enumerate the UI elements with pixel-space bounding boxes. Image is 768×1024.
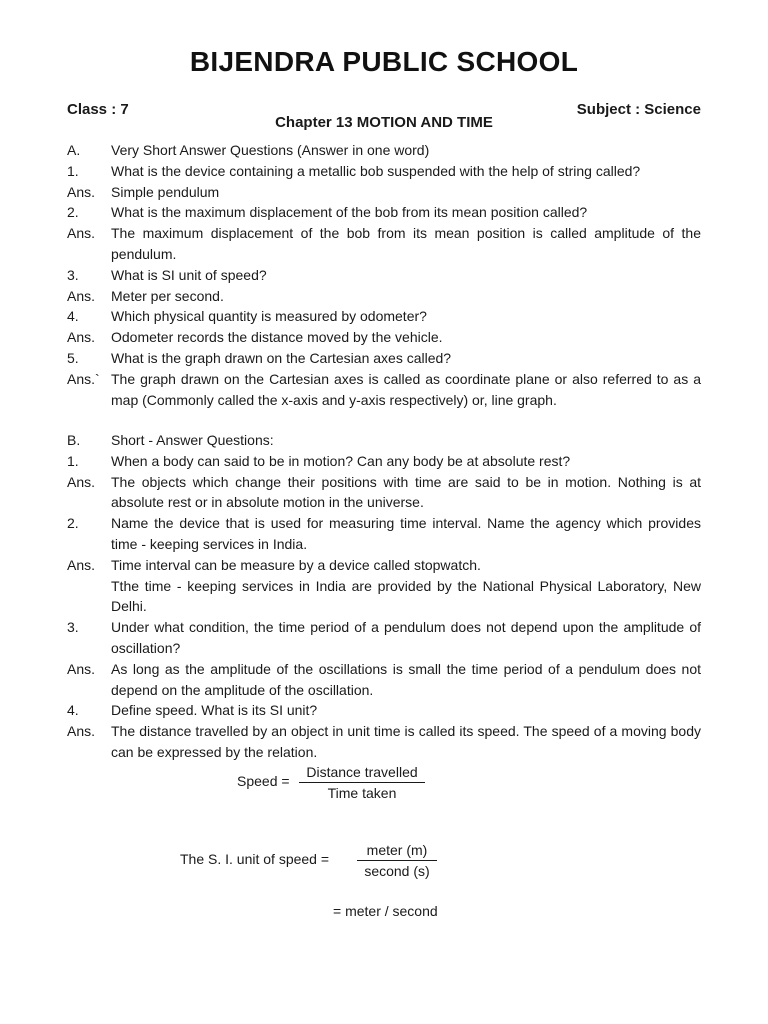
speed-fraction: [299, 764, 425, 801]
item-tag: 3.: [67, 266, 79, 283]
item-text: The objects which change their positions with time are said to be in motion. Nothing is at absolute rest or in absolute motion in the universe.: [111, 473, 701, 511]
item-tag: Ans.: [67, 660, 96, 677]
answer-row: [67, 659, 701, 701]
item-tag: [67, 576, 111, 618]
answer-row: [67, 721, 701, 763]
class-label: Class : 7: [67, 101, 129, 118]
item-text: When a body can said to be in motion? Can any body be at absolute rest?: [111, 452, 571, 469]
item-text: The maximum displacement of the bob from its mean position is called amplitude of the pendulum.: [111, 225, 701, 262]
section-heading: [67, 430, 701, 451]
speed-denominator: Time taken: [327, 785, 397, 801]
item-text: What is the maximum displacement of the bob from its mean position called?: [111, 204, 588, 221]
item-tag: 1.: [67, 162, 79, 179]
chapter-title: Chapter 13 MOTION AND TIME: [275, 114, 493, 131]
item-text: Very Short Answer Questions (Answer in one word): [111, 142, 430, 158]
si-unit-formula-label: The S. I. unit of speed =: [180, 851, 330, 867]
item-text: As long as the amplitude of the oscillations is small the time period of a pendulum does not depend on the amplitude of the oscillation.: [111, 660, 701, 698]
item-text: What is the graph drawn on the Cartesian axes called?: [111, 349, 452, 366]
item-tag: Ans.: [67, 287, 96, 304]
item-text: Odometer records the distance moved by the vehicle.: [111, 329, 443, 346]
item-text: Define speed. What is its SI unit?: [111, 702, 318, 719]
subject-label: Subject : Science: [576, 101, 701, 118]
item-tag: A.: [67, 142, 81, 158]
item-tag: Ans.: [67, 556, 96, 573]
item-tag: 4.: [67, 702, 79, 719]
question-row: [67, 513, 701, 555]
item-tag: Ans.: [67, 183, 96, 200]
item-tag: 1.: [67, 452, 79, 469]
school-title: BIJENDRA PUBLIC SCHOOL: [189, 46, 579, 77]
item-tag: Ans.`: [67, 370, 100, 387]
item-tag: Ans.: [67, 473, 96, 490]
item-text: The distance travelled by an object in unit time is called its speed. The speed of a moving body can be expressed by the relation.: [111, 723, 701, 760]
si-unit-result: = meter / second: [333, 903, 438, 919]
item-text: What is SI unit of speed?: [111, 266, 267, 283]
item-text: Tthe time - keeping services in India are provided by the National Physical Laboratory, New Delhi.: [111, 577, 701, 615]
question-row: [67, 451, 701, 472]
question-row: [67, 265, 701, 286]
question-row: [67, 348, 701, 369]
si-unit-numerator: meter (m): [357, 842, 437, 861]
item-tag: 2.: [67, 204, 79, 221]
item-text: Simple pendulum: [111, 183, 220, 200]
item-text: The graph drawn on the Cartesian axes is called as coordinate plane or also referred to as a map (Commonly called the x-axis and y-axis respectively) or, line graph.: [111, 370, 701, 408]
item-text: What is the device containing a metallic bob suspended with the help of string called?: [111, 162, 641, 179]
question-row: [67, 617, 701, 659]
item-text: Which physical quantity is measured by odometer?: [111, 308, 427, 325]
item-text: Short - Answer Questions:: [111, 432, 274, 448]
question-row: [67, 202, 701, 223]
answer-row: [67, 369, 701, 411]
item-tag: B.: [67, 432, 81, 448]
item-text: Name the device that is used for measuring time interval. Name the agency which provides time - keeping services in India.: [111, 515, 701, 552]
si-unit-denominator: second (s): [364, 863, 430, 879]
answer-row: [67, 286, 701, 307]
item-tag: 4.: [67, 308, 79, 325]
question-row: [67, 700, 701, 721]
question-row: [67, 161, 701, 182]
answer-row: [67, 182, 701, 203]
item-text: Meter per second.: [111, 287, 224, 304]
answer-continuation-row: [67, 576, 701, 618]
answer-row: [67, 555, 701, 576]
answer-row: [67, 472, 701, 514]
section-heading: [67, 140, 701, 161]
item-tag: 3.: [67, 619, 79, 636]
question-row: [67, 306, 701, 327]
item-tag: Ans.: [67, 329, 96, 346]
item-tag: Ans.: [67, 225, 96, 242]
speed-formula-label: Speed =: [237, 773, 290, 789]
item-tag: Ans.: [67, 723, 96, 740]
item-tag: 2.: [67, 515, 79, 532]
answer-row: [67, 223, 701, 265]
si-unit-fraction: [357, 842, 437, 879]
item-text: Under what condition, the time period of a pendulum does not depend upon the amplitude of oscillation?: [111, 619, 701, 656]
answer-row: [67, 327, 701, 348]
section-b: [67, 430, 701, 763]
item-text: Time interval can be measure by a device called stopwatch.: [111, 556, 481, 573]
speed-numerator: Distance travelled: [299, 764, 425, 783]
section-a: [67, 140, 701, 410]
item-tag: 5.: [67, 349, 79, 366]
